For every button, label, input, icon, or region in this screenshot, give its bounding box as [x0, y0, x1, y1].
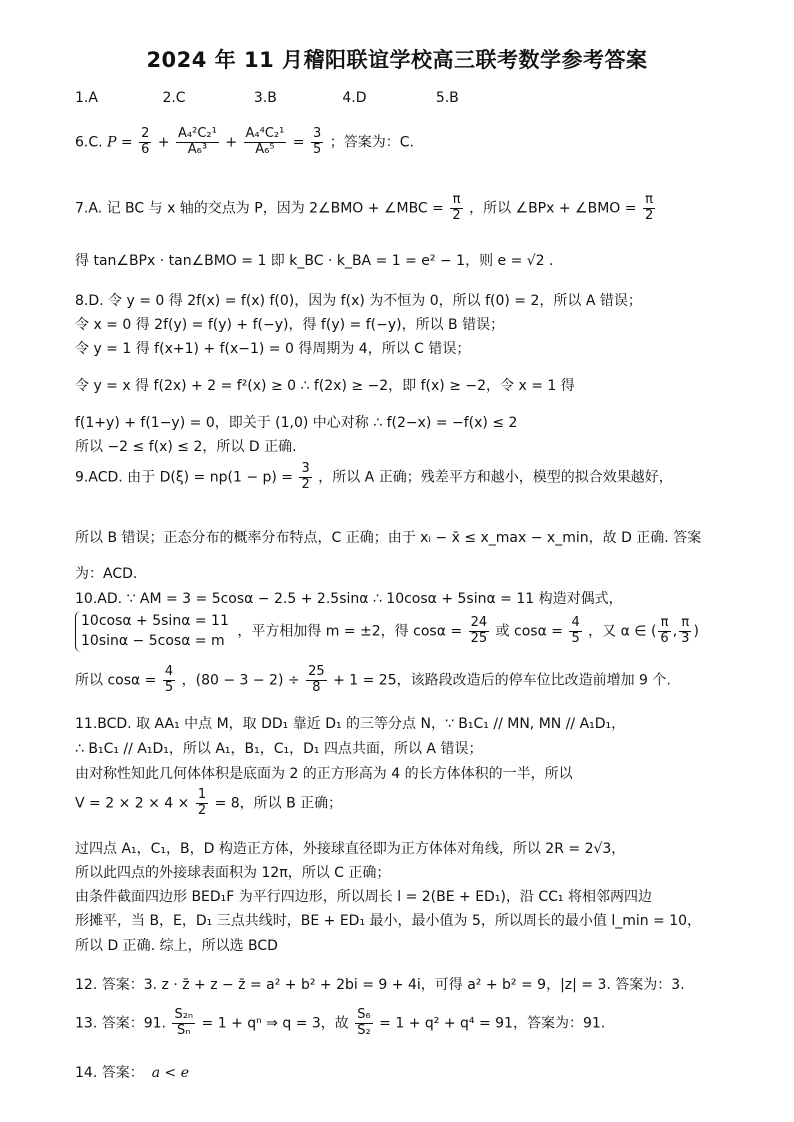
q8-line: 令 y = x 得 f(2x) + 2 = f²(x) ≥ 0 ∴ f(2x) ≥ −2，即 f(x) ≥ −2，令 x = 1 得 — [75, 378, 575, 394]
fraction: $\frac{\text{S₆}}{\text{S₂}}$ — [357, 1007, 371, 1038]
q11-line: 由条件截面四边形 BED₁F 为平行四边形，所以周长 l = 2(BE + ED₁)，沿 CC₁ 将相邻两四边 — [75, 889, 652, 905]
fraction: $\frac{4}{5}$ — [571, 614, 580, 646]
mcq-answer: 2.C — [162, 90, 186, 106]
fraction: $\frac{\pi}{6}$ — [660, 614, 669, 646]
q11-volume-line: V = 2 × 2 × 4 × $\frac{1}{2}$ = 8，所以 B 正确； — [75, 787, 343, 818]
q9-line1: 9.ACD. 由于 D(ξ) = np(1 − p) = $\frac{3}{2}$ ，所以 A 正确；残差平方和越小，模型的拟合效果越好， — [75, 461, 673, 492]
q8-line: 令 x = 0 得 2f(y) = f(y) + f(−y)，得 f(y) = f(−y)，所以 B 错误； — [75, 317, 505, 333]
fraction: $\frac{\pi}{2}$ — [452, 192, 461, 223]
mcq-answer: 5.B — [435, 90, 459, 106]
mcq-answer: 1.A — [75, 90, 98, 106]
q9-line3: 为：ACD. — [75, 566, 138, 582]
fraction: $\frac{\text{S₂ₙ}}{\text{Sₙ}}$ — [174, 1007, 194, 1038]
q8-line: 所以 −2 ≤ f(x) ≤ 2，所以 D 正确. — [75, 439, 297, 455]
fraction: $\frac{25}{8}$ — [308, 664, 325, 695]
fraction: $\frac{\text{A₄²C₂¹}}{\text{A₆³}}$ — [178, 126, 217, 157]
q11-line: ∴ B₁C₁ // A₁D₁，所以 A₁，B₁，C₁，D₁ 四点共面，所以 A 错误； — [75, 741, 483, 757]
mcq-answer: 4.D — [342, 90, 367, 106]
q12-answer: 12. 答案：3. z · z̄ + z − z̄ = a² + b² + 2bi = 9 + 4i，可得 a² + b² = 9，|z| = 3. 答案为：3. — [75, 977, 685, 993]
q8-line: 8.D. 令 y = 0 得 2f(x) = f(x) f(0)，因为 f(x) 为不恒为 0，所以 f(0) = 2，所以 A 错误； — [75, 293, 642, 309]
q8-line: f(1+y) + f(1−y) = 0，即关于 (1,0) 中心对称 ∴ f(2−x) = −f(x) ≤ 2 — [75, 415, 518, 431]
q6-answer: 6.C. P = $\frac{2}{6}$ + $\frac{\text{A₄²C₂¹}}{\text{A₆³}}$ + $\frac{\text{A₄⁴C₂¹}}{\text{A₆⁵}}$ = $\frac{3}{5}$ ；答案为：C. — [75, 126, 414, 157]
mcq-answers — [75, 90, 459, 106]
q6-p: P = — [107, 134, 133, 151]
mcq-answer: 3.B — [253, 90, 277, 106]
q13-answer: 13. 答案：91. $\frac{\text{S₂ₙ}}{\text{Sₙ}}$ = 1 + qⁿ ⇒ q = 3，故 $\frac{\text{S₆}}{\text{S₂}}$ = 1 + q² + q⁴ = 91，答案为：91. — [75, 1007, 606, 1038]
q11-line: 11.BCD. 取 AA₁ 中点 M，取 DD₁ 靠近 D₁ 的三等分点 N，∵ B₁C₁ // MN, MN // A₁D₁， — [75, 716, 626, 732]
fraction: $\frac{3}{5}$ — [312, 126, 322, 157]
fraction: $\frac{2}{6}$ — [141, 126, 150, 157]
fraction: $\frac{3}{2}$ — [301, 461, 310, 492]
q6-tail: ；答案为：C. — [329, 134, 414, 151]
q14-answer: 14. 答案： a < e — [75, 1065, 189, 1081]
q11-line: 由对称性知此几何体体积是底面为 2 的正方形高为 4 的长方体体积的一半，所以 — [75, 766, 573, 782]
fraction: $\frac{1}{2}$ — [197, 787, 207, 818]
fraction: $\frac{4}{5}$ — [164, 664, 174, 695]
q10-line2: 10cosα + 5sinα = 11 10sinα − 5cosα = m ，平方相加得 m = ±2，得 cosα = $\frac{24}{25}$ 或 cosα = $\frac{4}{5}$ ，又 α ∈ ( $\frac{\pi}{6}$ , $\frac{\pi}{3}$ ) — [75, 611, 699, 652]
q11-line: 所以此四点的外接球表面积为 12π，所以 C 正确； — [75, 865, 391, 881]
q10-line1: 10.AD. ∵ AM = 3 = 5cosα − 2.5 + 2.5sinα ∴ 10cosα + 5sinα = 11 构造对偶式， — [75, 591, 623, 607]
fraction: $\frac{\text{A₄⁴C₂¹}}{\text{A₆⁵}}$ — [245, 126, 285, 157]
page-title: 2024 年 11 月稽阳联谊学校高三联考数学参考答案 — [146, 48, 648, 72]
fraction: $\frac{24}{25}$ — [470, 614, 488, 646]
fraction: $\frac{\pi}{2}$ — [644, 192, 654, 223]
fraction: $\frac{\pi}{3}$ — [681, 614, 690, 646]
q8-line: 令 y = 1 得 f(x+1) + f(x−1) = 0 得周期为 4，所以 C 错误； — [75, 341, 471, 357]
q11-line: 所以 D 正确. 综上，所以选 BCD — [75, 938, 278, 954]
q7-line1: 7.A. 记 BC 与 x 轴的交点为 P，因为 2∠BMO + ∠MBC = $\frac{\pi}{2}$ ，所以 ∠BPx + ∠BMO = $\frac{\pi}{2}$ — [75, 192, 654, 223]
q10-line3: 所以 cosα = $\frac{4}{5}$ ，(80 − 3 − 2) ÷ $\frac{25}{8}$ + 1 = 25，该路段改造后的停车位比改造前增加 9 个. — [75, 664, 671, 695]
q9-line2: 所以 B 错误；正态分布的概率分布特点，C 正确；由于 xᵢ − x̄ ≤ x_max − x_min，故 D 正确. 答案 — [75, 530, 702, 546]
q11-line: 过四点 A₁，C₁，B，D 构造正方体，外接球直径即为正方体体对角线，所以 2R = 2√3， — [75, 841, 626, 857]
q6-prefix: 6.C. — [75, 134, 103, 151]
q11-line: 形摊平，当 B，E，D₁ 三点共线时，BE + ED₁ 最小，最小值为 5，所以周长的最小值 l_min = 10， — [75, 913, 702, 929]
equation-system: 10cosα + 5sinα = 11 10sinα − 5cosα = m — [75, 611, 229, 652]
q7-line2: 得 tan∠BPx · tan∠BMO = 1 即 k_BC · k_BA = 1 = e² − 1，则 e = √2 . — [75, 253, 554, 269]
